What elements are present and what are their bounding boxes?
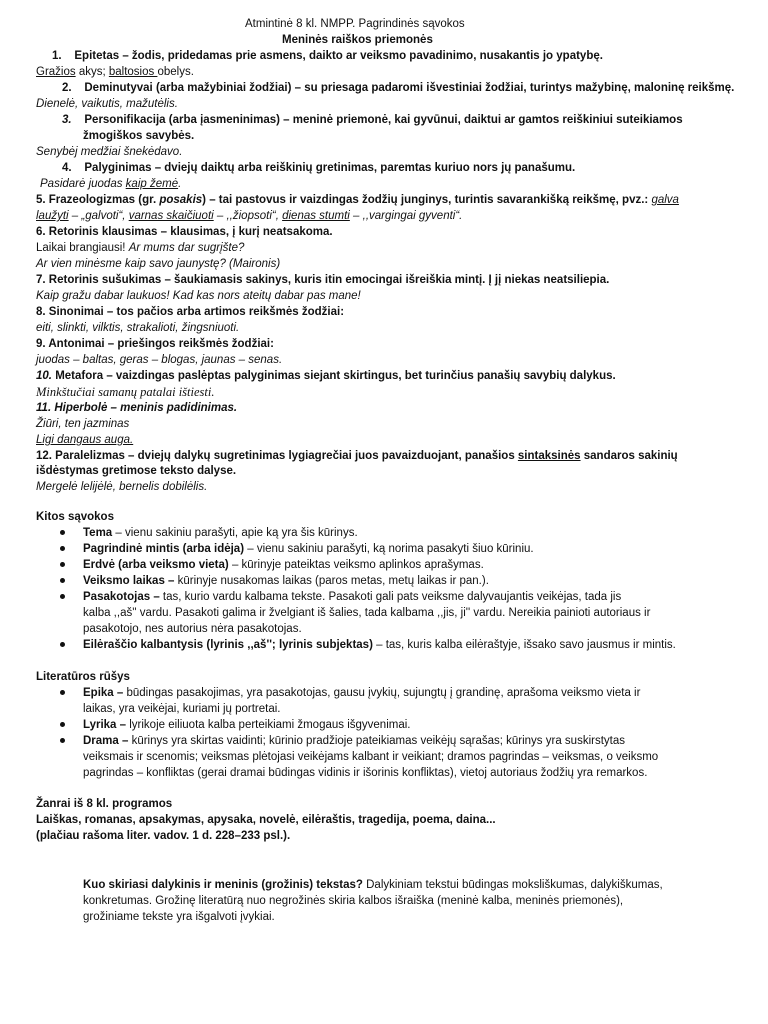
bullet-icon xyxy=(60,578,65,583)
kitos-item-pasakotojas-cont-2: pasakotojo, nes autorius nėra pasakotojas. xyxy=(83,623,302,635)
kitos-item-pasakotojas-cont-1: kalba ,,aš'' vardu. Pasakoti galima ir žvelgiant iš šalies, tada kalbama ,,jis, ji'' vardu. Nereikia painioti autoriaus ir xyxy=(83,607,651,619)
question-paragraph: Kuo skiriasi dalykinis ir meninis (grožinis) tekstas? Dalykiniam tekstui būdingas moksliškumas, dalykiškumas, xyxy=(83,879,663,891)
rusys-item-lyrika: Lyrika – lyrikoje eiliuota kalba perteikiami žmogaus išgyvenimai. xyxy=(83,719,411,731)
item-10: 10. Metafora – vaizdingas paslėptas palyginimas siejant skirtingus, bet turinčius panašių savybių dalykus. xyxy=(36,370,616,382)
section-heading-zanrai: Žanrai iš 8 kl. programos xyxy=(36,798,173,810)
kitos-item-erdve: Erdvė (arba veiksmo vieta) – kūrinyje pateiktas veiksmo aplinkos aprašymas. xyxy=(83,559,484,571)
rusys-item-epika: Epika – būdingas pasakojimas, yra pasakotojas, gausu įvykių, sujungtų į grandinę, aprašoma veiksmo vieta ir xyxy=(83,687,641,699)
item-3: 3. Personifikacija (arba įasmeninimas) – meninė priemonė, kai gyvūnui, daiktui ar gamtos reiškiniui suteikiamos xyxy=(62,114,683,126)
bullet-icon xyxy=(60,530,65,535)
bullet-icon xyxy=(60,594,65,599)
item-5-examples: laužyti – „galvoti“, varnas skaičiuoti – ,,žiopsoti“, dienas stumti – ,,vargingai gyventi“. xyxy=(36,210,463,222)
item-6-example-2: Ar vien minėsme kaip savo jaunystę? (Maironis) xyxy=(36,258,281,270)
kitos-item-lyrinis: Eilėraščio kalbantysis (lyrinis ,,aš''; lyrinis subjektas) – tas, kuris kalba eilėraštyje, išsako savo jausmus ir mintis. xyxy=(83,639,676,651)
item-4: 4. Palyginimas – dviejų daiktų arba reiškinių gretinimas, paremtas kuriuo nors jų panašumu. xyxy=(62,162,576,174)
bullet-icon xyxy=(60,642,65,647)
rusys-item-drama: Drama – kūrinys yra skirtas vaidinti; kūrinio pradžioje pateikiamas veikėjų sąrašas; kūrinys yra suskirstytas xyxy=(83,735,625,747)
rusys-item-drama-cont-2: pagrindas – konfliktas (gerai dramai būdingas vidinis ir išorinis konfliktas), vietoj autoriaus žodžių yra remarkos. xyxy=(83,767,648,779)
item-12-example: Mergelė lelijėlė, bernelis dobilėlis. xyxy=(36,481,208,493)
item-7: 7. Retorinis sušukimas – šaukiamasis sakinys, kuris itin emocingai išreiškia mintį. Į jį niekas neatsiliepia. xyxy=(36,274,610,286)
bullet-icon xyxy=(60,546,65,551)
item-3-cont: žmogiškos savybės. xyxy=(83,130,195,142)
item-1-example: Gražios akys; baltosios obelys. xyxy=(36,66,194,78)
document-title: Atmintinė 8 kl. NMPP. Pagrindinės sąvokos xyxy=(245,18,465,30)
item-2-example: Dienelė, vaikutis, mažutėlis. xyxy=(36,98,178,110)
bullet-icon xyxy=(60,690,65,695)
question-paragraph-cont-1: konkretumas. Grožinę literatūrą nuo negrožinės skiria kalbos išraiška (meninė kalba, meninės priemonės), xyxy=(83,895,624,907)
zanrai-note: (plačiau rašoma liter. vadov. 1 d. 228–233 psl.). xyxy=(36,830,291,842)
section-heading-rusys: Literatūros rūšys xyxy=(36,671,130,683)
item-10-example: Minkštučiai samanų patalai ištiesti. xyxy=(36,385,215,399)
kitos-item-mintis: Pagrindinė mintis (arba idėja) – vienu sakiniu parašyti, ką norima pasakyti šiuo kūriniu. xyxy=(83,543,534,555)
section-heading-meniniu: Meninės raiškos priemonės xyxy=(282,34,433,46)
item-5: 5. Frazeologizmas (gr. posakis) – tai pastovus ir vaizdingas žodžių junginys, turintis savarankišką reikšmę, pvz.: galva xyxy=(36,194,679,206)
rusys-item-drama-cont-1: veiksmais ir scenomis; veiksmas plėtojasi veikėjams kalbant ir veikiant; dramos pagrindas – veiksmas, o veiksmo xyxy=(83,751,659,763)
rusys-item-epika-cont: laikas, yra veikėjai, kuriami jų portretai. xyxy=(83,703,281,715)
section-heading-kitos: Kitos sąvokos xyxy=(36,511,114,523)
item-9: 9. Antonimai – priešingos reikšmės žodžiai: xyxy=(36,338,274,350)
question-paragraph-cont-2: grožiniame tekste yra išgalvoti įvykiai. xyxy=(83,911,275,923)
item-1: 1. Epitetas – žodis, pridedamas prie asmens, daikto ar veiksmo pavadinimo, nusakantis jo ypatybę. xyxy=(52,50,603,62)
zanrai-list: Laiškas, romanas, apsakymas, apysaka, novelė, eilėraštis, tragedija, poema, daina... xyxy=(36,814,496,826)
item-9-example: juodas – baltas, geras – blogas, jaunas – senas. xyxy=(36,354,283,366)
kitos-item-tema: Tema – vienu sakiniu parašyti, apie ką yra šis kūrinys. xyxy=(83,527,358,539)
item-2: 2. Deminutyvai (arba mažybiniai žodžiai) – su priesaga padaromi išvestiniai žodžiai, turintys mažybinę, maloninę reikšmę. xyxy=(62,82,735,94)
item-8-example: eiti, slinkti, vilktis, strakalioti, žingsniuoti. xyxy=(36,322,240,334)
item-8: 8. Sinonimai – tos pačios arba artimos reikšmės žodžiai: xyxy=(36,306,345,318)
item-11-example-1: Žiūri, ten jazminas xyxy=(36,418,130,430)
item-4-example: Pasidarė juodas kaip žemė. xyxy=(40,178,182,190)
item-6: 6. Retorinis klausimas – klausimas, į kurį neatsakoma. xyxy=(36,226,333,238)
item-11: 11. Hiperbolė – meninis padidinimas. xyxy=(36,402,238,414)
item-3-example: Senybėj medžiai šnekėdavo. xyxy=(36,146,183,158)
item-6-example-1: Laikai brangiausi! Ar mums dar sugrįšte? xyxy=(36,242,245,254)
bullet-icon xyxy=(60,562,65,567)
bullet-icon xyxy=(60,722,65,727)
kitos-item-laikas: Veiksmo laikas – kūrinyje nusakomas laikas (paros metas, metų laikas ir pan.). xyxy=(83,575,489,587)
bullet-icon xyxy=(60,738,65,743)
item-7-example: Kaip gražu dabar laukuos! Kad kas nors ateitų dabar pas mane! xyxy=(36,290,361,302)
item-12-cont: išdėstymas gretimose teksto dalyse. xyxy=(36,465,237,477)
item-11-example-2: Ligi dangaus auga. xyxy=(36,434,134,446)
item-12: 12. Paralelizmas – dviejų dalykų sugretinimas lygiagrečiai juos pavaizduojant, panašios sintaksinės sandaros sakinių xyxy=(36,450,678,462)
kitos-item-pasakotojas: Pasakotojas – tas, kurio vardu kalbama tekste. Pasakoti gali pats veiksme dalyvaujantis veikėjas, tada jis xyxy=(83,591,622,603)
